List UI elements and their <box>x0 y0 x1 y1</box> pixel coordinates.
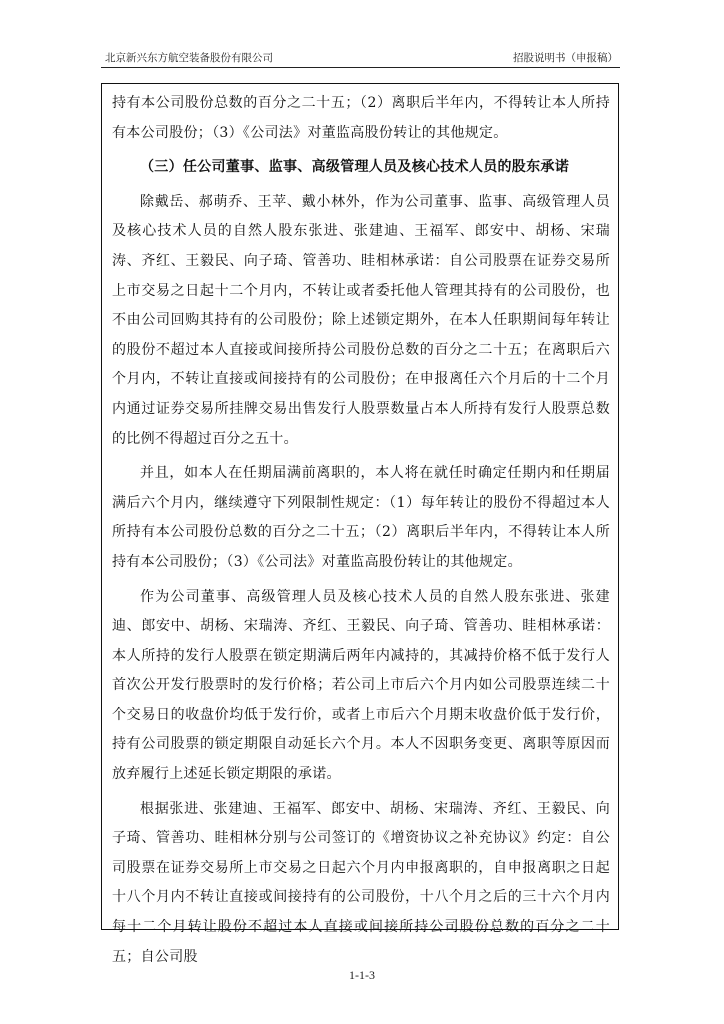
content-body <box>112 89 610 972</box>
section-heading: （三）任公司董事、监事、高级管理人员及核心技术人员的股东承诺 <box>140 159 569 176</box>
page-number: 1-1-3 <box>349 968 375 982</box>
paragraph-3: 作为公司董事、高级管理人员及核心技术人员的自然人股东张进、张建迪、郎安中、胡杨、宋瑞涛、齐红、王毅民、向子琦、管善功、眭相林承诺：本人所持的发行人股票在锁定期满后两年内减持的，其减持价格不低于发行人首次公开发行股票时的发行价格；若公司上市后六个月内如公司股票连续二十个交易日的收盘价均低于发行价，或者上市后六个月期末收盘价低于发行价，持有公司股票的锁定期限自动延长六个月。本人不因职务变更、离职等原因而放弃履行上述延长锁定期限的承诺。 <box>112 588 610 783</box>
paragraph-continued: 持有本公司股份总数的百分之二十五；（2）离职后半年内，不得转让本人所持有本公司股份；（3）《公司法》对董监高股份转让的其他规定。 <box>112 95 610 141</box>
document-type: 招股说明书（申报稿） <box>513 52 618 64</box>
paragraph-2: 并且，如本人在任期届满前离职的，本人将在就任时确定任期内和任期届满后六个月内，继续遵守下列限制性规定：（1）每年转让的股份不得超过本人所持有本公司股份总数的百分之二十五；（2）离职后半年内，不得转让本人所持有本公司股份；（3）《公司法》对董监高股份转让的其他规定。 <box>112 465 610 570</box>
paragraph-4: 根据张进、张建迪、王福军、郎安中、胡杨、宋瑞涛、齐红、王毅民、向子琦、管善功、眭相林分别与公司签订的《增资协议之补充协议》约定：自公司股票在证券交易所上市交易之日起六个月内申报离职的，自申报离职之日起十八个月内不转让直接或间接持有的公司股份，十八个月之后的三十六个月内每十二个月转让股份不超过本人直接或间接所持公司股份总数的百分之二十五；自公司股 <box>112 800 610 965</box>
page-header <box>101 47 620 68</box>
content-frame <box>101 83 619 965</box>
company-name: 北京新兴东方航空装备股份有限公司 <box>105 52 273 64</box>
paragraph-1: 除戴岳、郝萌乔、王苹、戴小林外，作为公司董事、监事、高级管理人员及核心技术人员的自然人股东张进、张建迪、王福军、郎安中、胡杨、宋瑞涛、齐红、王毅民、向子琦、管善功、眭相林承诺：自公司股票在证券交易所上市交易之日起十二个月内，不转让或者委托他人管理其持有的公司股份，也不由公司回购其持有的公司股份；除上述锁定期外，在本人任职期间每年转让的股份不超过本人直接或间接所持公司股份总数的百分之二十五；在离职后六个月内，不转让直接或间接持有的公司股份；在申报离任六个月后的十二个月内通过证券交易所挂牌交易出售发行人股票数量占本人所持有发行人股票总数的比例不得超过百分之五十。 <box>112 193 610 447</box>
